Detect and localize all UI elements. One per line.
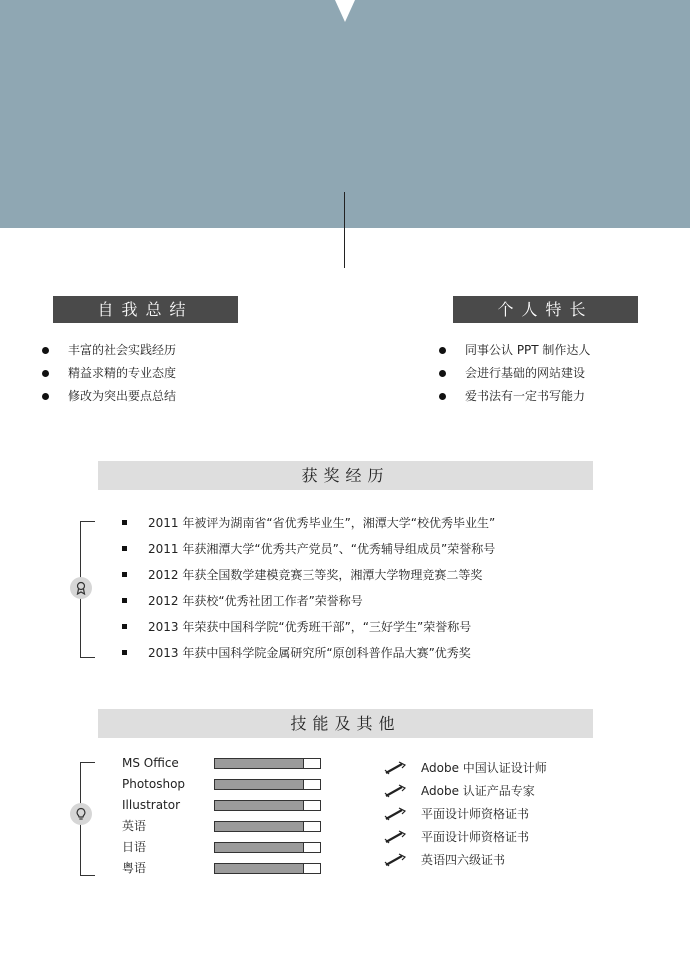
diploma-scroll-icon xyxy=(384,830,406,844)
skill-level-bar xyxy=(214,863,321,874)
diploma-scroll-icon xyxy=(384,807,406,821)
certificate-label: Adobe 中国认证设计师 xyxy=(421,761,547,775)
skill-level-bar xyxy=(214,800,321,811)
center-divider-line xyxy=(344,192,345,268)
specialties-list xyxy=(439,339,590,408)
specialty-item: 会进行基础的网站建设 xyxy=(439,362,590,385)
skill-level-bar xyxy=(214,779,321,790)
award-item: 2013 年荣获中国科学院“优秀班干部”，“三好学生”荣誉称号 xyxy=(122,614,495,640)
skill-level-bar xyxy=(214,842,321,853)
specialty-item: 同事公认 PPT 制作达人 xyxy=(439,339,590,362)
summary-heading: 自我总结 xyxy=(53,296,238,323)
certificate-item xyxy=(384,757,547,780)
skill-level-fill xyxy=(215,780,304,789)
skill-name: 粤语 xyxy=(122,861,147,875)
skill-level-fill xyxy=(215,801,304,810)
skill-level-bar xyxy=(214,758,321,769)
awards-heading: 获奖经历 xyxy=(98,461,593,490)
skill-level-bar xyxy=(214,821,321,832)
summary-item: 精益求精的专业态度 xyxy=(42,362,176,385)
lightbulb-icon xyxy=(70,803,92,825)
award-item: 2012 年获校“优秀社团工作者”荣誉称号 xyxy=(122,588,495,614)
specialties-heading: 个人特长 xyxy=(453,296,638,323)
skill-level-fill xyxy=(215,822,304,831)
skills-heading: 技能及其他 xyxy=(98,709,593,738)
certificate-label: 平面设计师资格证书 xyxy=(421,830,530,844)
skill-level-fill xyxy=(215,843,304,852)
certificates-list xyxy=(384,757,547,872)
diploma-scroll-icon xyxy=(384,853,406,867)
banner-notch xyxy=(335,0,355,22)
awards-list xyxy=(122,510,495,666)
header-banner xyxy=(0,0,690,228)
summary-item: 丰富的社会实践经历 xyxy=(42,339,176,362)
certificate-label: Adobe 认证产品专家 xyxy=(421,784,535,798)
award-medal-icon xyxy=(70,577,92,599)
certificate-label: 英语四六级证书 xyxy=(421,853,506,867)
skill-name: 英语 xyxy=(122,819,147,833)
award-item: 2011 年被评为湖南省“省优秀毕业生”，湘潭大学“校优秀毕业生” xyxy=(122,510,495,536)
award-item: 2011 年获湘潭大学“优秀共产党员”、“优秀辅导组成员”荣誉称号 xyxy=(122,536,495,562)
diploma-scroll-icon xyxy=(384,761,406,775)
specialty-item: 爱书法有一定书写能力 xyxy=(439,385,590,408)
certificate-item xyxy=(384,780,547,803)
award-item: 2013 年获中国科学院金属研究所“原创科普作品大赛”优秀奖 xyxy=(122,640,495,666)
summary-list xyxy=(42,339,176,408)
skill-name: 日语 xyxy=(122,840,147,854)
certificate-item xyxy=(384,849,547,872)
skill-level-fill xyxy=(215,864,304,873)
certificate-label: 平面设计师资格证书 xyxy=(421,807,530,821)
skill-name: Photoshop xyxy=(122,777,186,791)
certificate-item xyxy=(384,803,547,826)
skill-name: Illustrator xyxy=(122,798,181,812)
skill-level-fill xyxy=(215,759,304,768)
summary-item: 修改为突出要点总结 xyxy=(42,385,176,408)
diploma-scroll-icon xyxy=(384,784,406,798)
certificate-item xyxy=(384,826,547,849)
skill-name: MS Office xyxy=(122,756,179,770)
award-item: 2012 年获全国数学建模竞赛三等奖，湘潭大学物理竞赛二等奖 xyxy=(122,562,495,588)
